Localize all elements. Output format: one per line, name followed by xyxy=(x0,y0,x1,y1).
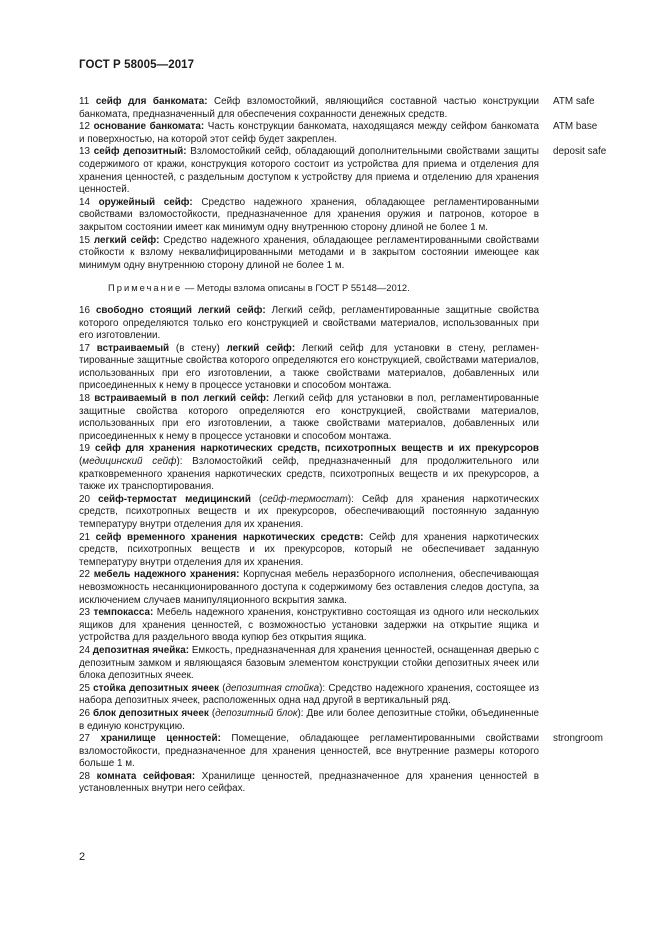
term-number: 26 xyxy=(79,707,90,719)
term-name: сейф временного хранения наркотических средств: xyxy=(95,531,364,543)
term-entry-26 xyxy=(79,708,639,733)
term-paren: ( xyxy=(219,682,226,694)
term-entry-12 xyxy=(79,121,639,146)
english-equivalent: strongroom xyxy=(553,733,603,745)
english-equivalent: deposit safe xyxy=(553,146,607,158)
term-synonym: депозитная стойка xyxy=(225,682,320,694)
term-definition: Взломостойкий сейф, обладающий дополнительными свойствами защиты содержимого от кражи, конструкция которого состоит из устройства для приема и отделения для хранения ценностей, с раздельным доступом к устройству для приема и отделению для хранения ценностей. xyxy=(79,146,539,196)
term-name-continued: легкий сейф: xyxy=(226,342,296,354)
term-number: 22 xyxy=(79,569,90,581)
term-name: мебель надежного хранения: xyxy=(93,569,240,581)
term-number: 14 xyxy=(79,196,90,208)
term-entry-18 xyxy=(79,393,639,443)
term-name: свободно стоящий легкий сейф: xyxy=(95,304,266,316)
term-number: 20 xyxy=(79,493,90,505)
term-name: встраиваемый xyxy=(96,342,170,354)
term-number: 17 xyxy=(79,342,90,354)
term-entry-27 xyxy=(79,733,639,771)
term-name: темпокасса: xyxy=(93,607,154,619)
term-number: 19 xyxy=(79,443,90,455)
term-number: 12 xyxy=(79,121,90,133)
term-entry-21 xyxy=(79,532,639,570)
term-number: 24 xyxy=(79,644,90,656)
document-header: ГОСТ Р 58005—2017 xyxy=(79,59,195,71)
term-definition: Средство надежного хранения, обладающее регламентированными свойствами стойкости к взлому неквалифицированными методами и в закрытом состоянии имеющее как минимум одну внутреннюю сторону длиной не более 1 м. xyxy=(79,234,539,271)
term-entry-20 xyxy=(79,494,639,532)
term-definition: ): Сейф для хранения наркотических средств, психотропных веществ и их прекурсоров, обеспечивающий постоянную заданную температуру внутри отделения для их хранения. xyxy=(79,493,540,530)
term-definition: Часть конструкции банкомата, находящаяся между сейфом банкомата и поверхностью, на которой этот сейф будет закреплен. xyxy=(79,121,539,145)
term-entry-17 xyxy=(79,343,639,393)
term-name: комната сейфовая: xyxy=(96,770,196,782)
term-synonym: сейф-термостат xyxy=(262,493,348,505)
term-number: 16 xyxy=(79,304,90,316)
term-name: хранилище ценностей: xyxy=(100,733,221,745)
term-paren: ( xyxy=(79,456,83,468)
term-definition: Легкий сейф, регламентированные защитные свойства которого определяются только его конструкцией и свойствами материалов, использованных при его изготовлении. xyxy=(79,304,540,342)
term-definition: Сейф взломостойкий, являющийся составной частью конструкции банкомата, предназначенный для обеспечения сохранности денежных средств. xyxy=(79,96,539,120)
term-name: сейф для хранения наркотических средств, психотропных веществ и их прекурсоров xyxy=(95,443,539,455)
term-number: 23 xyxy=(79,607,90,619)
term-entry-24 xyxy=(79,645,639,683)
term-definition: Емкость, предназначенная для хранения ценностей, оснащенная дверью с депозитным замком и являющаяся базовым элементом конструкции стойки депозитных ячеек или блока депозитных ячеек. xyxy=(79,644,539,682)
term-definition: Легкий сейф для установки в стену, регламентированные защитные свойства которого определяются его конструкцией, свойствами материалов, использованных при его изготовлении, а также свойствами материалов, добавленных или присоединенных к нему в процессе установки и способом монтажа. xyxy=(79,342,539,392)
term-name: основание банкомата: xyxy=(93,121,205,133)
term-definition: Корпусная мебель неразборного исполнения, обеспечивающая невозможность несанкционированного доступа к содержимому без оставления следов доступа, за исключением случаев манипуляционного вскрытия замка. xyxy=(79,569,539,606)
term-number: 18 xyxy=(79,393,90,405)
page-number: 2 xyxy=(79,851,86,863)
term-definition: Хранилище ценностей, предназначенное для хранения ценностей в установленных внутри него сейфах. xyxy=(79,770,539,795)
note-text: Методы взлома описаны в ГОСТ Р 55148—2012. xyxy=(196,282,410,294)
term-entry-25 xyxy=(79,683,639,708)
term-definition: Легкий сейф для установки в пол, регламентированные защитные свойства которого определяются его конструкцией, свойствами материалов, использованных при его изготовлении, а также свойствами материалов, добавленных или присоединенных к нему в процессе установки и способом монтажа. xyxy=(79,393,540,442)
term-entry-16 xyxy=(79,305,639,343)
term-qualifier: (в стену) xyxy=(169,342,227,354)
term-entry-14 xyxy=(79,197,639,235)
term-entry-23 xyxy=(79,607,639,645)
term-entry-13 xyxy=(79,146,639,196)
term-entry-11 xyxy=(79,96,639,121)
term-definition: ): Две или более депозитные стойки, объединенные в единую конструкцию. xyxy=(79,707,539,732)
note-dash: — xyxy=(182,282,197,294)
term-definition: ): Средство надежного хранения, состоящее из набора депозитных ячеек, расположенных одна над другой в вертикальный ряд. xyxy=(79,682,539,707)
term-number: 21 xyxy=(79,531,90,543)
term-name: сейф для банкомата: xyxy=(95,96,208,107)
term-synonym: медицинский сейф xyxy=(82,456,177,468)
term-number: 25 xyxy=(79,682,90,694)
term-number: 28 xyxy=(79,770,90,782)
term-definition: Мебель надежного хранения, конструктивно состоящая из одного или нескольких ящиков для хранения ценностей, с возможностью установки задержки на открытие ящика и устройства для раздельного ввода купюр без открытия ящика. xyxy=(79,607,539,644)
term-definition: Помещение, обладающее регламентированными свойствами взломостойкости, предназначенное для хранения ценностей, все внутренние размеры которого больше 1 м. xyxy=(79,733,539,770)
term-name: сейф-термостат медицинский xyxy=(98,493,251,505)
term-entry-28 xyxy=(79,771,639,796)
term-definition: Сейф для хранения наркотических средств, психотропных веществ и их прекурсоров, который не обеспечивает заданную температуру внутри отделения для их хранения. xyxy=(79,531,539,568)
term-number: 11 xyxy=(79,96,90,107)
term-definition: Средство надежного хранения, обладающее регламентированными свойствами взломостойкости, предназначенное для хранения оружия и патронов, которое в закрытом состоянии имеет как минимум одну внутреннюю сторону длиной не более 1 м. xyxy=(79,196,539,233)
term-entry-15 xyxy=(79,235,639,273)
term-number: 27 xyxy=(79,733,90,745)
term-name: легкий сейф: xyxy=(93,234,160,246)
terms-list xyxy=(79,96,639,796)
term-name: блок депозитных ячеек xyxy=(93,707,209,719)
term-definition: ): Взломостойкий сейф, предназначенный для продолжительного или кратковременного хранения наркотических средств, психотропных веществ и их прекурсоров, а также их транспортирования. xyxy=(79,456,539,493)
english-equivalent: ATM base xyxy=(553,121,598,133)
term-paren: ( xyxy=(250,493,263,505)
note-label: Примечание xyxy=(108,282,183,294)
term-synonym: депозитный блок xyxy=(215,707,298,719)
term-name: депозитная ячейка: xyxy=(92,644,190,656)
term-paren: ( xyxy=(208,707,216,719)
term-number: 13 xyxy=(79,146,90,158)
term-entry-22 xyxy=(79,569,639,607)
term-name: оружейный сейф: xyxy=(98,196,193,208)
term-entry-19 xyxy=(79,443,639,493)
note xyxy=(79,282,539,295)
term-name: сейф депозитный: xyxy=(93,146,187,158)
term-number: 15 xyxy=(79,234,90,246)
term-name: встраиваемый в пол легкий сейф: xyxy=(94,393,270,405)
english-equivalent: ATM safe xyxy=(553,96,595,107)
term-name: стойка депозитных ячеек xyxy=(93,682,220,694)
